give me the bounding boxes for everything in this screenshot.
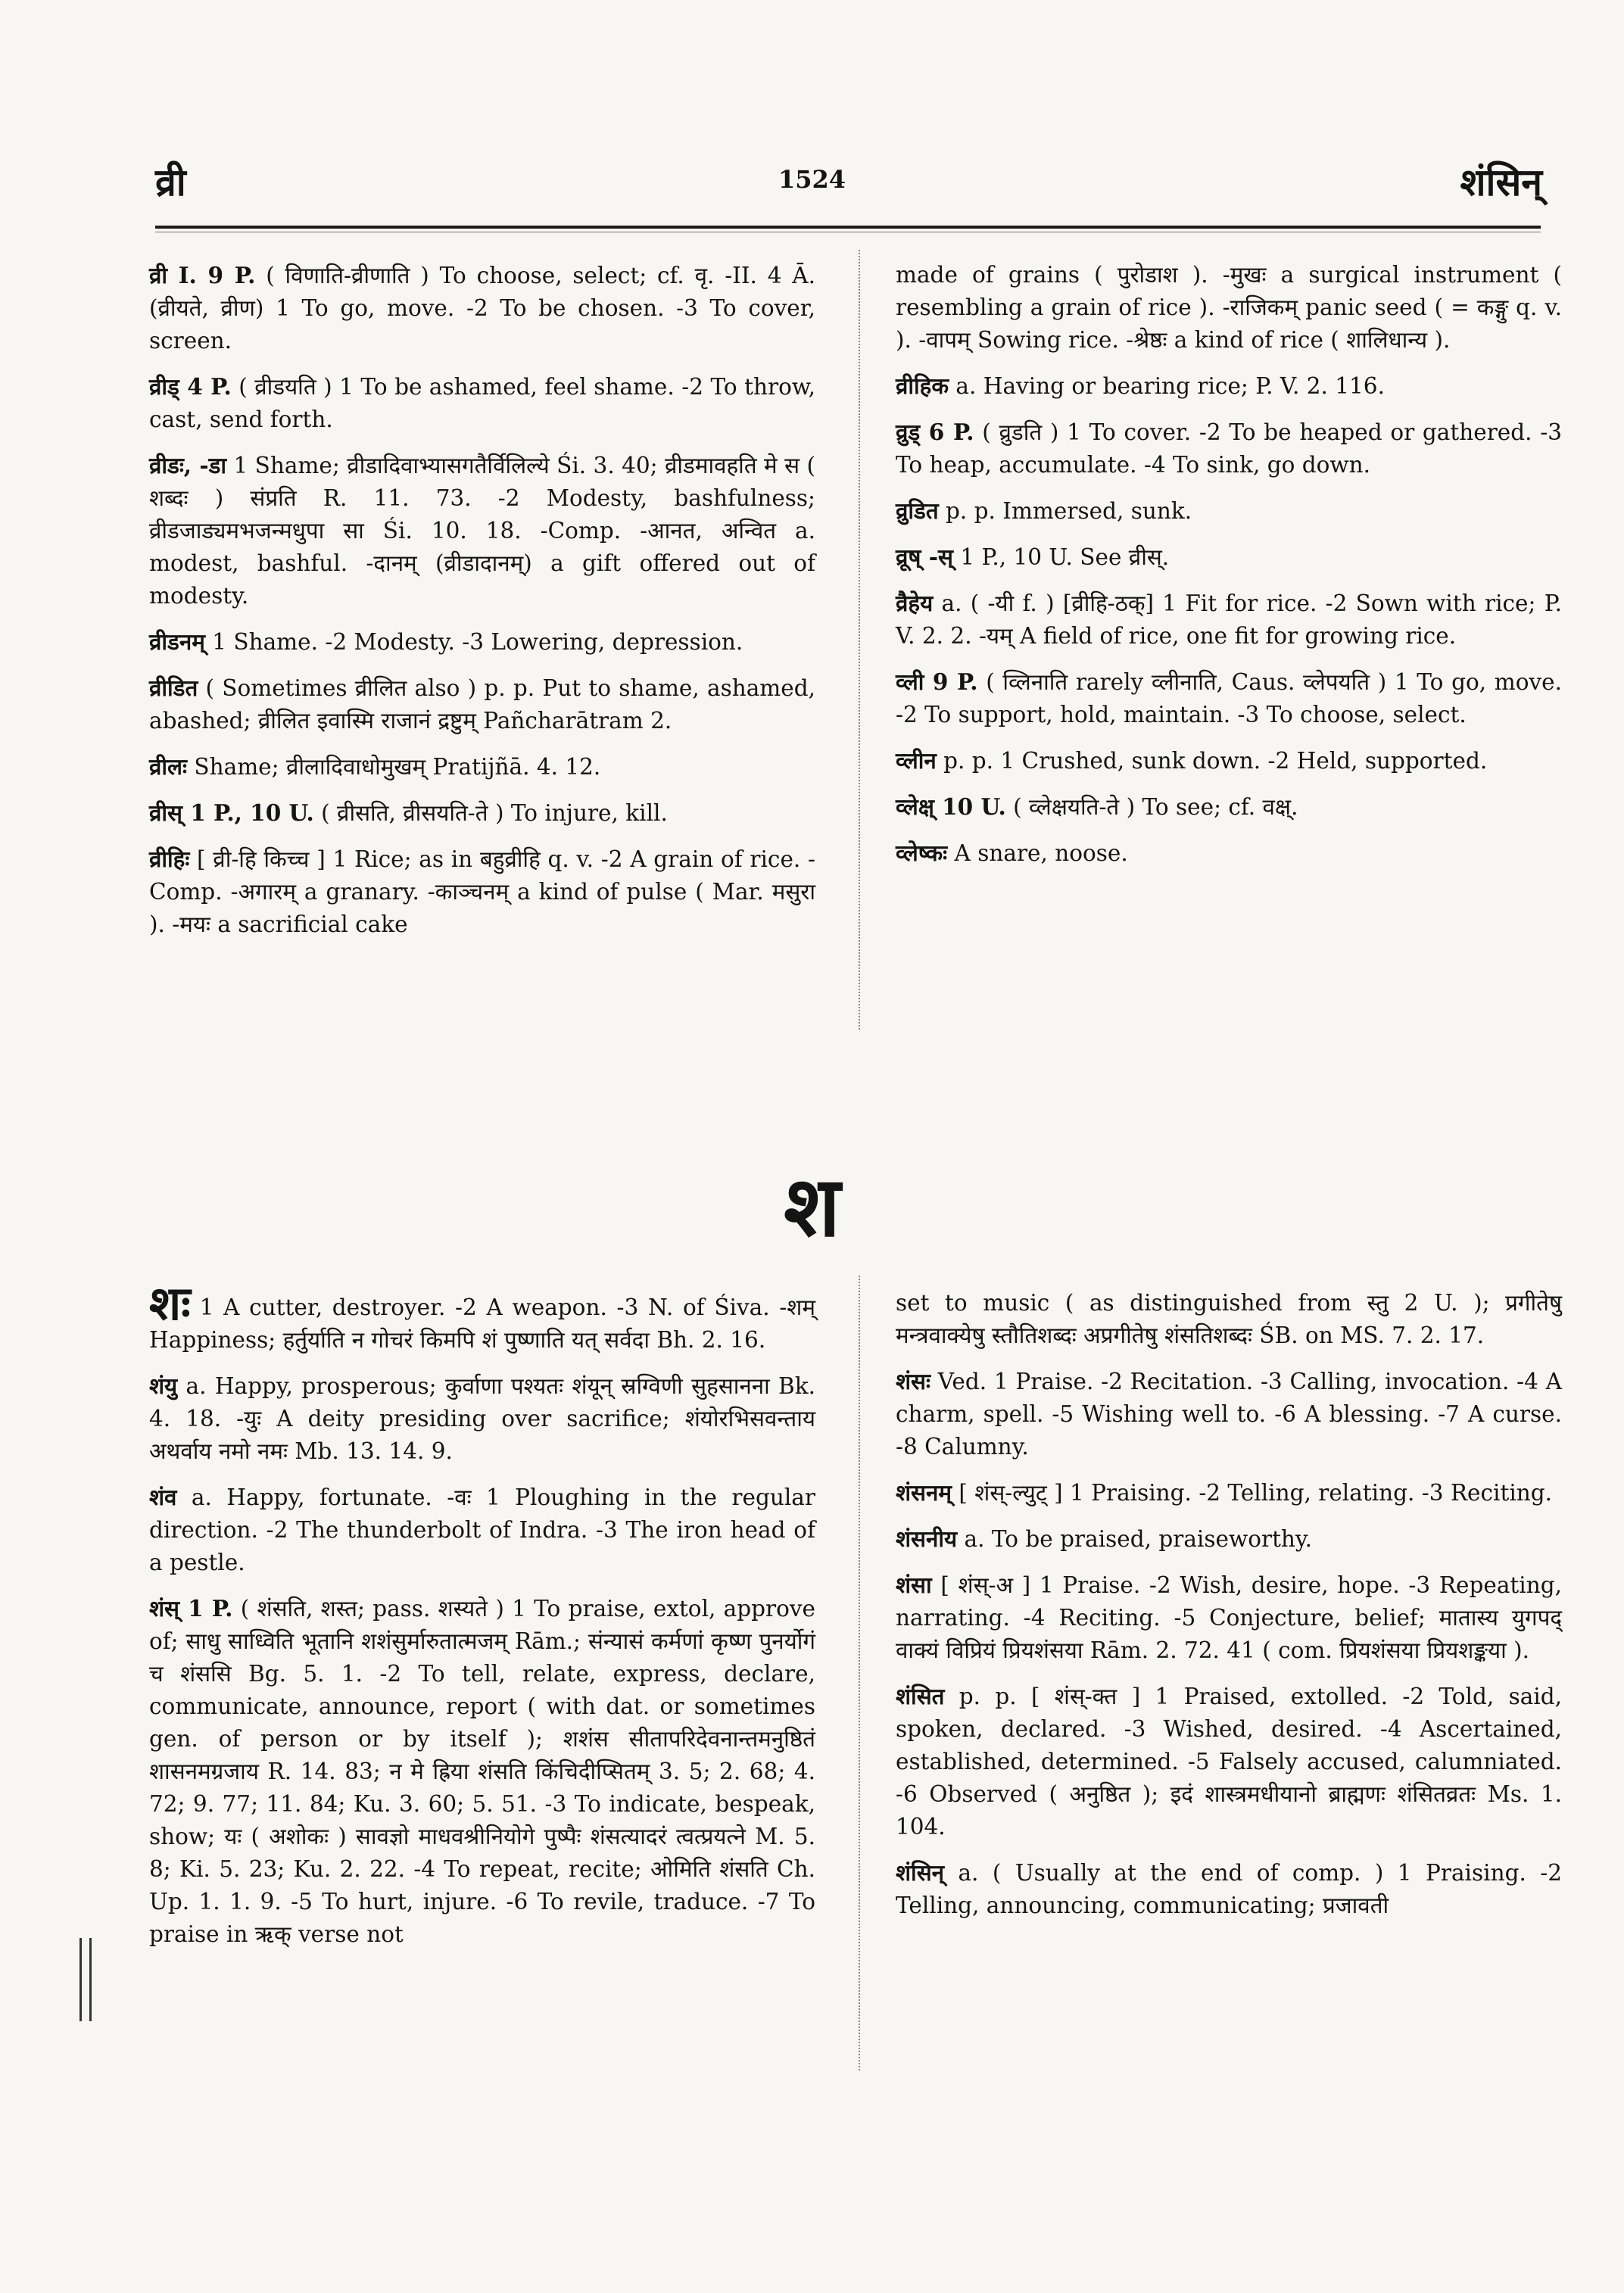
page-number: 1524 bbox=[778, 165, 846, 194]
column-divider-bottom bbox=[859, 1276, 860, 2070]
entry: शंसः Ved. 1 Praise. -2 Recitation. -3 Calling, invocation. -4 A charm, spell. -5 Wishing well to. -6 A blessing. -7 A curse. -8 Calumny. bbox=[896, 1368, 1562, 1460]
header-left-word: व्री bbox=[155, 160, 186, 204]
entry: व्रीडित ( Sometimes व्रीलित also ) p. p. Put to shame, ashamed, abashed; व्रीलित इवास्मि राजानं द्रष्टुम् Pañcharātram 2. bbox=[149, 675, 815, 734]
entry: शंव a. Happy, fortunate. -वः 1 Ploughing in the regular direction. -2 The thunderbolt of Indra. -3 The iron head of a pestle. bbox=[149, 1484, 815, 1575]
entry: शंसा [ शंस्-अ ] 1 Praise. -2 Wish, desire, hope. -3 Repeating, narrating. -4 Reciting. -5 Conjecture, belief; मातास्य युगपद् वाक्यं विप्रियं प्रियशंसया Rām. 2. 72. 41 ( com. प्रियशंसया प्रियशङ्कया ). bbox=[896, 1572, 1562, 1663]
column-divider-top bbox=[859, 250, 860, 1030]
entry: शंयु a. Happy, prosperous; कुर्वाणा पश्यतः शंयून् स्रग्विणी सुहसानना Bk. 4. 18. -युः A deity presiding over sacrifice; शंयोरभिसवन्ताय अथर्वाय नमो नमः Mb. 13. 14. 9. bbox=[149, 1372, 815, 1464]
entry: व्रूष् -स् 1 P., 10 U. See व्रीस्. bbox=[896, 544, 1170, 570]
entry: व्लीन p. p. 1 Crushed, sunk down. -2 Held, supported. bbox=[896, 747, 1488, 774]
section-letter: श bbox=[784, 1158, 840, 1255]
entry: व्रीहिः [ व्री-हि किच्च ] 1 Rice; as in बहुव्रीहि q. v. -2 A grain of rice. -Comp. -अगारम् a granary. -काञ्चनम् a kind of pulse ( Mar. मसुरा ). -मयः a sacrificial cake bbox=[149, 846, 815, 937]
entry-continuation: made of grains ( पुरोडाश ). -मुखः a surgical instrument ( resembling a grain of rice ). -राजिकम् panic seed ( = कङ्गु q. v. ). -वापम् Sowing rice. -श्रेष्ठः a kind of rice ( शालिधान्य ). bbox=[896, 262, 1562, 353]
entry: शंसिन् a. ( Usually at the end of comp. ) 1 Praising. -2 Telling, announcing, communicating; प्रजावती bbox=[896, 1859, 1563, 1918]
entry: व्रुड् 6 P. ( व्रुडति ) 1 To cover. -2 To be heaped or gathered. -3 To heap, accumulate. -4 To sink, go down. bbox=[896, 419, 1562, 478]
entry: व्लेष्कः A snare, noose. bbox=[896, 840, 1128, 866]
column-bottom-right bbox=[896, 1287, 1562, 1935]
entry: व्रीडनम् 1 Shame. -2 Modesty. -3 Lowering, depression. bbox=[149, 628, 743, 655]
column-top-right bbox=[896, 259, 1562, 883]
entry: व्रीडः, -डा 1 Shame; व्रीडादिवाभ्यासगतैर्विलिल्ये Śi. 3. 40; व्रीडमावहति मे स ( शब्दः ) संप्रति R. 11. 73. -2 Modesty, bashfulness; व्रीडजाड्यमभजन्मधुपा सा Śi. 10. 18. -Comp. -आनत, अन्वित a. modest, bashful. -दानम् (व्रीडादानम्) a gift offered out of modesty. bbox=[149, 452, 815, 609]
margin-mark bbox=[79, 1938, 92, 2021]
entry: शः 1 A cutter, destroyer. -2 A weapon. -3 N. of Śiva. -शम् Happiness; हर्तुर्याति न गोचरं किमपि शं पुष्णाति यत् सर्वदा Bh. 2. 16. bbox=[149, 1276, 815, 1353]
column-bottom-left bbox=[149, 1276, 815, 1964]
entry: व्लेक्ष् 10 U. ( व्लेक्षयति-ते ) To see; cf. वक्ष्. bbox=[896, 793, 1298, 820]
entry-continuation: set to music ( as distinguished from स्तु 2 U. ); प्रगीतेषु मन्त्रवाक्येषु स्तौतिशब्दः अप्रगीतेषु शंसतिशब्दः ŚB. on MS. 7. 2. 17. bbox=[896, 1290, 1562, 1348]
entry: व्रीस् 1 P., 10 U. ( व्रीसति, व्रीसयति-ते ) To injure, kill. bbox=[149, 799, 668, 826]
header-right-word: शंसिन् bbox=[1460, 160, 1542, 204]
entry: व्रुडित p. p. Immersed, sunk. bbox=[896, 497, 1192, 524]
entry: व्ली 9 P. ( व्लिनाति rarely व्लीनाति, Caus. व्लेपयति ) 1 To go, move. -2 To support, hold, maintain. -3 To choose, select. bbox=[896, 668, 1562, 727]
entry: व्रीलः Shame; व्रीलादिवाधोमुखम् Pratijñā. 4. 12. bbox=[149, 753, 601, 780]
drop-cap: शः bbox=[149, 1276, 191, 1331]
entry: व्री I. 9 P. ( विणाति-व्रीणाति ) To choose, select; cf. वृ. -II. 4 Ā. (व्रीयते, व्रीण) 1 To go, move. -2 To be chosen. -3 To cover, screen. bbox=[149, 262, 815, 354]
entry: शंसनम् [ शंस्-ल्युट् ] 1 Praising. -2 Telling, relating. -3 Reciting. bbox=[896, 1479, 1553, 1506]
entry: शंसित p. p. [ शंस्-क्त ] 1 Praised, extolled. -2 Told, said, spoken, declared. -3 Wished, desired. -4 Ascertained, established, determined. -5 Falsely accused, calumniated. -6 Observed ( अनुष्ठित ); इदं शास्त्रमधीयानो ब्राह्मणः शंसितव्रतः Ms. 1. 104. bbox=[896, 1683, 1562, 1840]
column-top-left bbox=[149, 259, 815, 954]
entry: व्रीहिक a. Having or bearing rice; P. V. 2. 116. bbox=[896, 372, 1385, 399]
entry: व्रीड् 4 P. ( व्रीडयति ) 1 To be ashamed, feel shame. -2 To throw, cast, send forth. bbox=[149, 373, 815, 432]
entry: व्रैहेय a. ( -यी f. ) [व्रीहि-ठक्] 1 Fit for rice. -2 Sown with rice; P. V. 2. 2. -यम् A field of rice, one fit for growing rice. bbox=[896, 590, 1562, 649]
header-rule bbox=[155, 226, 1541, 229]
entry: शंस् 1 P. ( शंसति, शस्त; pass. शस्यते ) 1 To praise, extol, approve of; साधु साध्विति भूतानि शशंसुर्मारुतात्मजम् Rām.; संन्यासं कर्मणां कृष्ण पुनर्योगं च शंससि Bg. 5. 1. -2 To tell, relate, express, declare, communicate, announce, report ( with dat. or sometimes gen. of person or by itself ); शशंस सीतापरिदेवनान्तमनुष्ठितं शासनमग्रजाय R. 14. 83; न मे ह्रिया शंसति किंचिदीप्सितम् 3. 5; 2. 68; 4. 72; 9. 77; 11. 84; Ku. 3. 60; 5. 51. -3 To indicate, bespeak, show; यः ( अशोकः ) सावज्ञो माधवश्रीनियोगे पुष्पैः शंसत्यादरं त्वत्प्रयत्ने M. 5. 8; Ki. 5. 23; Ku. 2. 22. -4 To repeat, recite; ओमिति शंसति Ch. Up. 1. 1. 9. -5 To hurt, injure. -6 To revile, traduce. -7 To praise in ऋक् verse not bbox=[149, 1595, 815, 1947]
entry: शंसनीय a. To be praised, praiseworthy. bbox=[896, 1525, 1313, 1552]
